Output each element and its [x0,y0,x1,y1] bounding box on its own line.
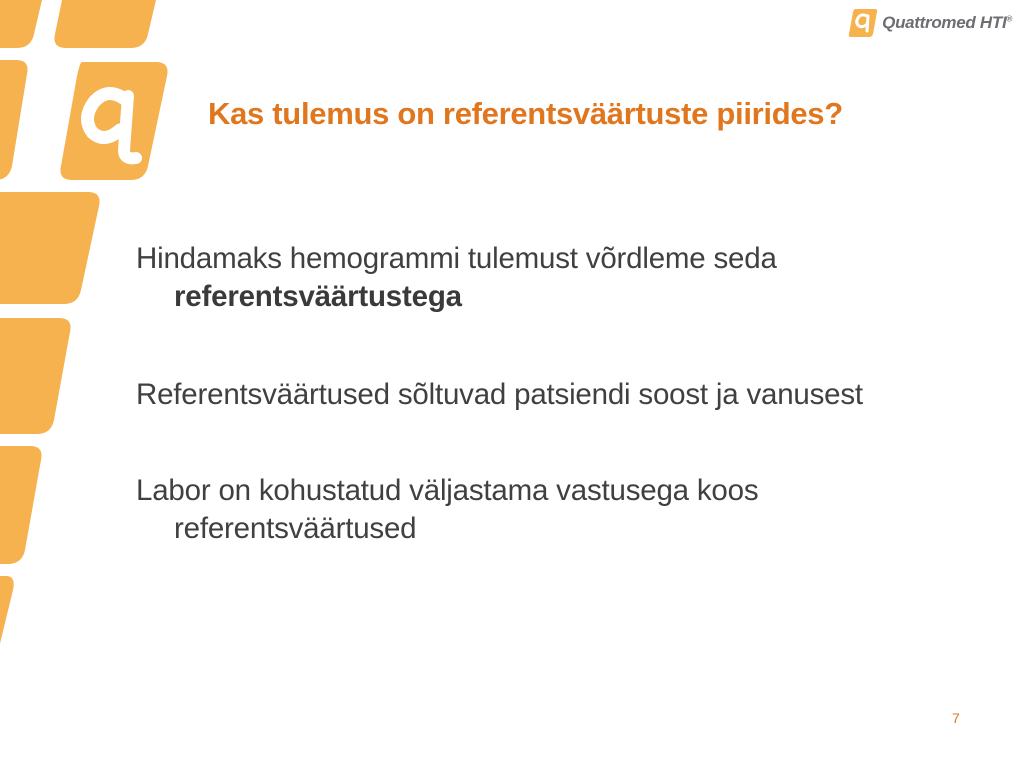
bullet-text: Referentsväärtused sõltuvad patsiendi soost ja vanusest [136,378,863,411]
brand-logo [848,8,1012,38]
bullet-bold-text: referentsväärtustega [174,280,462,313]
registered-mark: ® [1006,14,1012,24]
bullet-text: Hindamaks hemogrammi tulemust võrdleme seda [136,242,777,275]
deco-tile [0,0,42,48]
deco-tile [54,0,156,48]
page-number: 7 [952,710,960,726]
brand-name: Quattromed HTI® [882,13,1012,32]
quattromed-q-logo-icon [848,8,878,38]
bullet-list [136,240,996,548]
deco-tile [0,60,28,180]
bullet-item [136,240,996,316]
bullet-item [136,376,996,414]
deco-tile [0,576,14,672]
slide-title: Kas tulemus on referentsväärtuste piirides? [208,96,843,131]
bullet-item [136,472,996,548]
deco-tile [0,192,100,304]
deco-tile [0,446,42,564]
deco-tile [0,318,71,434]
deco-tile [60,62,167,180]
bullet-text: Labor on kohustatud väljastama vastusega koos referentsväärtused [136,474,759,545]
